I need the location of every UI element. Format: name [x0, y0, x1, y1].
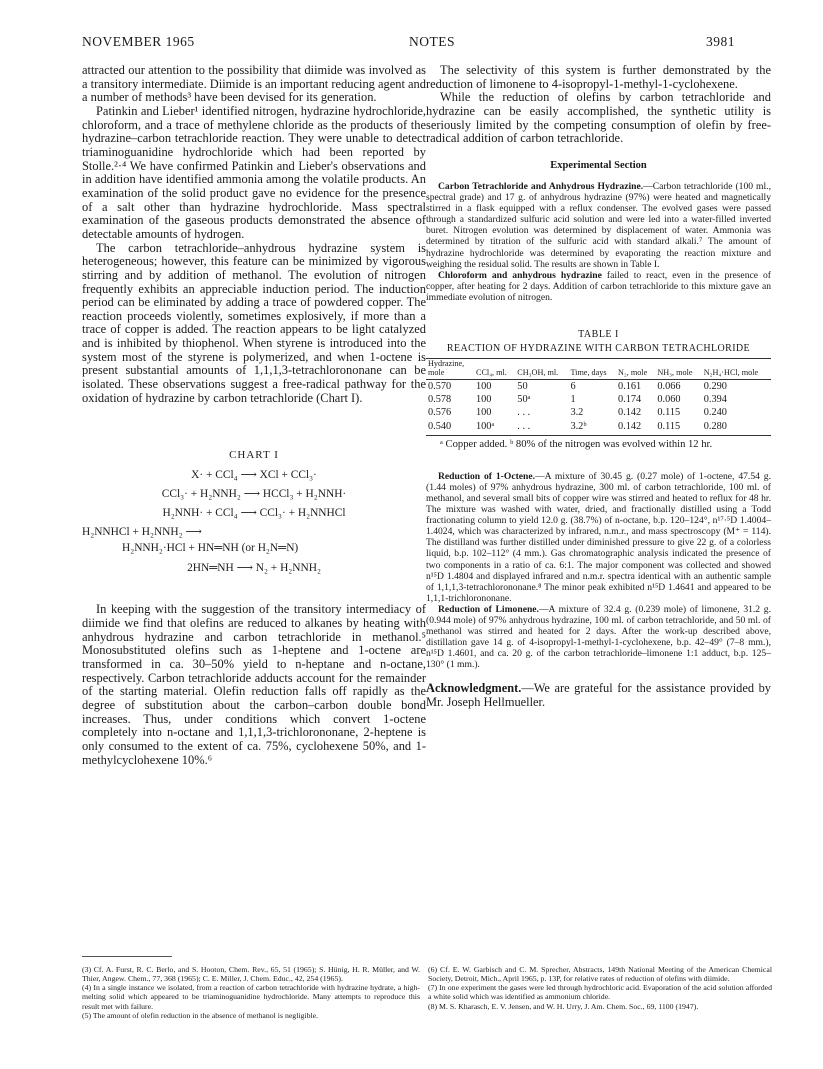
footnote: (3) Cf. A. Furst, R. C. Berlo, and S. Hooton, Chem. Rev., 65, 51 (1965); S. Hünig, H. R. Müller, and W. Thier, Angew. Chem., 77, 368 (1965); C. E. Miller, J. Chem. Educ., 42, 254 (1965).: [82, 965, 420, 984]
paragraph: In keeping with the suggestion of the transitory intermediacy of diimide we find that olefins are reduced to alkanes by heating with anhydrous hydrazine and carbon tetrachloride in methanol.⁵ Monosubstituted olefins such as 1-heptene and 1-octene are transformed in ca. 30–50% yield to n-heptane and n-octane, respectively. Carbon tetrachloride adducts account for the remainder of the starting material. Olefin reduction falls off rapidly as the degree of substitution about the carbon–carbon double bond increases. Thus, under conditions which convert 1-octene completely into n-octane and 1,1,1,3-trichlorononane, 2-heptene is only consumed to the extent of ca. 75%, cyclohexene 50%, and 1-methylcyclohexene 10%.⁶: [82, 602, 426, 767]
paragraph-text: —We are grateful for the assistance provided by Mr. Joseph Hellmueller.: [426, 681, 771, 710]
footnote: (6) Cf. E. W. Garbisch and C. M. Sprecher, Abstracts, 149th National Meeting of the American Chemical Society, Detroit, Mich., April 1965, p. 13P, for relative rates of reduction of olefins with diimide.: [428, 965, 772, 984]
table-cell: 0.290: [703, 380, 727, 392]
table-cell: 0.142: [617, 407, 642, 419]
table-cell: 0.576: [428, 407, 452, 419]
table-cell: 3.2: [570, 407, 584, 419]
reaction-scheme: [82, 468, 426, 575]
equation: X· + CCl₄ ⟶ XCl + CCl₃·: [191, 469, 317, 482]
experimental-paragraph: [426, 604, 771, 671]
table-footnotes: ᵃ Copper added. ᵇ 80% of the nitrogen was evolved within 12 hr.: [440, 438, 713, 450]
table-cell: 0.115: [657, 407, 681, 419]
table-cell: 0.394: [703, 394, 727, 406]
equation: H₂NNHCl + H₂NNH₂ ⟶: [82, 526, 202, 539]
table-row: [426, 406, 771, 419]
table-cell: 3.2ᵇ: [568, 420, 616, 436]
table-cell: 1: [570, 394, 576, 406]
paragraph-text: —A mixture of 32.4 g. (0.239 mole) of limonene, 31.2 g. (0.944 mole) of 97% anhydrous hydrazine, 100 ml. of carbon tetrachloride, and 50 ml. of methanol was stirred and heated for 2 days. After the work-up described above, distillation gave 14 g. of 4-isopropyl-1-methyl-1-cyclohexene, b.p. 42–49° (7–8 mm.), n¹⁵D 1.4601, and ca. 20 g. of the carbon tetrachloride–limonene 1:1 adduct, b.p. 125–130° (1 mm.).: [426, 603, 771, 671]
table-cell: 0.161: [617, 380, 642, 392]
table-cell: . . .: [517, 407, 531, 419]
footnote: (8) M. S. Kharasch, E. V. Jensen, and W. H. Urry, J. Am. Chem. Soc., 69, 1100 (1947).: [428, 1001, 699, 1011]
column-header: NH₃, mole: [655, 358, 701, 379]
left-column: [82, 64, 426, 767]
run-in-heading: Reduction of Limonene.: [438, 603, 539, 615]
run-in-heading: Acknowledgment.: [426, 681, 522, 696]
equation: H₂NNH· + CCl₄ ⟶ CCl₃· + H₂NNHCl: [162, 507, 346, 520]
experimental-paragraph: [426, 270, 771, 303]
table-row: [426, 379, 771, 393]
paragraph: attracted our attention to the possibility that diimide was involved as a transitory intermediate. Diimide is an important reducing agent and a number of methods³ have been devised for its generation.: [82, 63, 426, 105]
table-cell: 100: [476, 407, 492, 419]
run-in-heading: Reduction of 1-Octene.: [438, 470, 536, 482]
footnote: (7) In one experiment the gases were led through hydrochloric acid. Evaporation of the acid solution afforded a white solid which was identified as ammonium chloride.: [428, 983, 772, 1002]
table-cell: 0.066: [657, 380, 681, 392]
acknowledgment: [426, 682, 771, 710]
footnotes-left: [82, 965, 420, 1020]
table-row: [426, 393, 771, 406]
footnote: (4) In a single instance we isolated, from a reaction of carbon tetrachloride with hydrazine hydrate, a high-melting solid which appeared to be triaminoguanidine hydrochloride. Many attempts to reproduce this result met with failure.: [82, 983, 420, 1011]
table-caption: REACTION OF HYDRAZINE WITH CARBON TETRACHLORIDE: [446, 342, 751, 354]
table-cell: 50ᵃ: [517, 394, 531, 406]
footnote-rule: [82, 956, 172, 957]
table-cell: . . .: [515, 420, 568, 436]
paragraph: Patinkin and Lieber¹ identified nitrogen, hydrazine hydrochloride, chloroform, and a trace of methylene chloride as the products of the hydrazine–carbon tetrachloride reaction. They were unable to detect triaminoguanidine hydrochloride which had been reported by Stolle.²·⁴ We have confirmed Patinkin and Lieber's observations and in addition have identified ammonia among the volatile products. An examination of the solid product gave no evidence for the presence of a salt other than hydrazine hydrochloride. Mass spectral examination of the gaseous products demonstrated the absence of detectable amounts of hydrogen.: [82, 103, 426, 241]
column-header: CH₃OH, ml.: [515, 358, 568, 379]
table-cell: 100: [476, 394, 492, 406]
run-in-heading: Carbon Tetrachloride and Anhydrous Hydrazine.: [438, 180, 644, 192]
table-header-row: [426, 358, 771, 379]
section-heading: Experimental Section: [550, 159, 647, 171]
data-table: [426, 358, 771, 436]
paragraph: The selectivity of this system is further demonstrated by the reduction of limonene to 4-isopropyl-1-methyl-1-cyclohexene.: [426, 63, 771, 91]
table-cell: 0.280: [702, 420, 771, 436]
running-head-section: NOTES: [409, 34, 455, 49]
experimental-paragraph: [426, 181, 771, 270]
table-cell: 0.570: [428, 380, 452, 392]
table-cell: 0.115: [655, 420, 701, 436]
paragraph: While the reduction of olefins by carbon tetrachloride and hydrazine can be easily accomplished, the synthetic utility is seriously limited by the competing consumption of olefin by free-radical addition of carbon tetrachloride.: [426, 90, 771, 146]
table-cell: 100: [476, 380, 492, 392]
run-in-heading: Chloroform and anhydrous hydrazine: [438, 269, 602, 281]
table-title: TABLE I: [578, 328, 619, 340]
experimental-paragraph: [426, 471, 771, 604]
running-head-date: NOVEMBER 1965: [82, 34, 195, 49]
table-cell: 0.540: [426, 420, 474, 436]
table-cell: 0.060: [657, 394, 681, 406]
right-column: [426, 64, 771, 710]
table-cell: 100ᵃ: [474, 420, 515, 436]
footnotes-right: [428, 965, 772, 1011]
table-cell: 6: [570, 380, 576, 392]
paragraph: The carbon tetrachloride–anhydrous hydrazine system is heterogeneous; however, this feature can be minimized by vigorous stirring and by addition of methanol. The evolution of nitrogen frequently exhibits an appreciable induction period. The induction period can be eliminated by adding a trace of powdered copper. The reaction proceeds violently, sometimes explosively, if more than a trace of copper is added. The reaction appears to be light catalyzed and is inhibited by thiophenol. When styrene is introduced into the system most of the styrene is polymerized, and when 1-octene is present substantial amounts of 1,1,1,3-tetrachlorononane can be isolated. These observations suggest a free-radical pathway for the oxidation of hydrazine by carbon tetrachloride (Chart I).: [82, 240, 426, 405]
table-cell: 0.174: [617, 394, 642, 406]
column-header: Hydrazine, mole: [426, 358, 474, 379]
chart-title: CHART I: [229, 449, 279, 462]
table-cell: 50: [517, 380, 528, 392]
table-row: [426, 420, 771, 436]
equation: H₂NNH₂·HCl + HN═NH (or H₂N═N): [122, 542, 299, 555]
table-cell: 0.142: [616, 420, 655, 436]
column-header: CCl₄, ml.: [474, 358, 515, 379]
table-cell: 0.578: [428, 394, 452, 406]
table-cell: 0.240: [703, 407, 727, 419]
paragraph-text: —A mixture of 30.45 g. (0.27 mole) of 1-octene, 47.54 g. (1.44 moles) of 97% anhydrous hydrazine, 300 ml. of carbon tetrachloride, 100 ml. of methanol, and several small bits of copper wire was stirred and heated to reflux for 48 hr. The mixture was washed with water, dried, and fractionally distilled using a Todd fractionating column to yield 12.0 g. (38.7%) of n-octane, b.p. 120–124°, n¹⁷·⁵D 1.4004–1.4024, which was characterized by infrared, n.m.r., and mass spectroscopy (M⁺ = 114). The distilland was further distilled under diminished pressure to give 22 g. of a colorless liquid, b.p. 102–112° (4 mm.). Gas chromatographic analysis indicated the presence of two components in a ratio of ca. 6:1. The major component was collected and showed n¹⁵D 1.4804 and displayed infrared and n.m.r. spectra identical with an authentic sample of 1,1,1,3-tetrachlorononane.⁸ The minor peak exhibited n¹⁵D 1.4641 and appeared to be 1,1,1-trichlorononane.: [426, 470, 771, 604]
equation: CCl₃· + H₂NNH₂ ⟶ HCCl₃ + H₂NNH·: [161, 488, 347, 501]
column-header: Time, days: [568, 358, 616, 379]
column-header: N₂H₄·HCl, mole: [702, 358, 771, 379]
column-header: N₂, mole: [616, 358, 655, 379]
paragraph-text: failed to react, even in the presence of copper, after heating for 2 days. Addition of carbon tetrachloride to this mixture gave an immediate evolution of nitrogen.: [426, 269, 771, 303]
paragraph-text: —Carbon tetrachloride (100 ml., spectral grade) and 17 g. of anhydrous hydrazine (97%) were heated and magnetically stirred in a flask equipped with a reflux condenser. The evolved gases were passed through a standardized sulfuric acid solution and were led into a water-filled inverted buret. Nitrogen evolution was determined by displacement of water. Ammonia was determined by titration of the sulfuric acid with standard alkali.⁷ The amount of hydrazine hydrochloride was determined by evaporating the reaction mixture and weighing the residual solid. The results are shown in Table I.: [426, 180, 771, 270]
page-number: 3981: [706, 34, 735, 49]
equation: 2HN═NH ⟶ N₂ + H₂NNH₂: [187, 562, 321, 575]
footnote: (5) The amount of olefin reduction in the absence of methanol is negligible.: [82, 1010, 319, 1020]
